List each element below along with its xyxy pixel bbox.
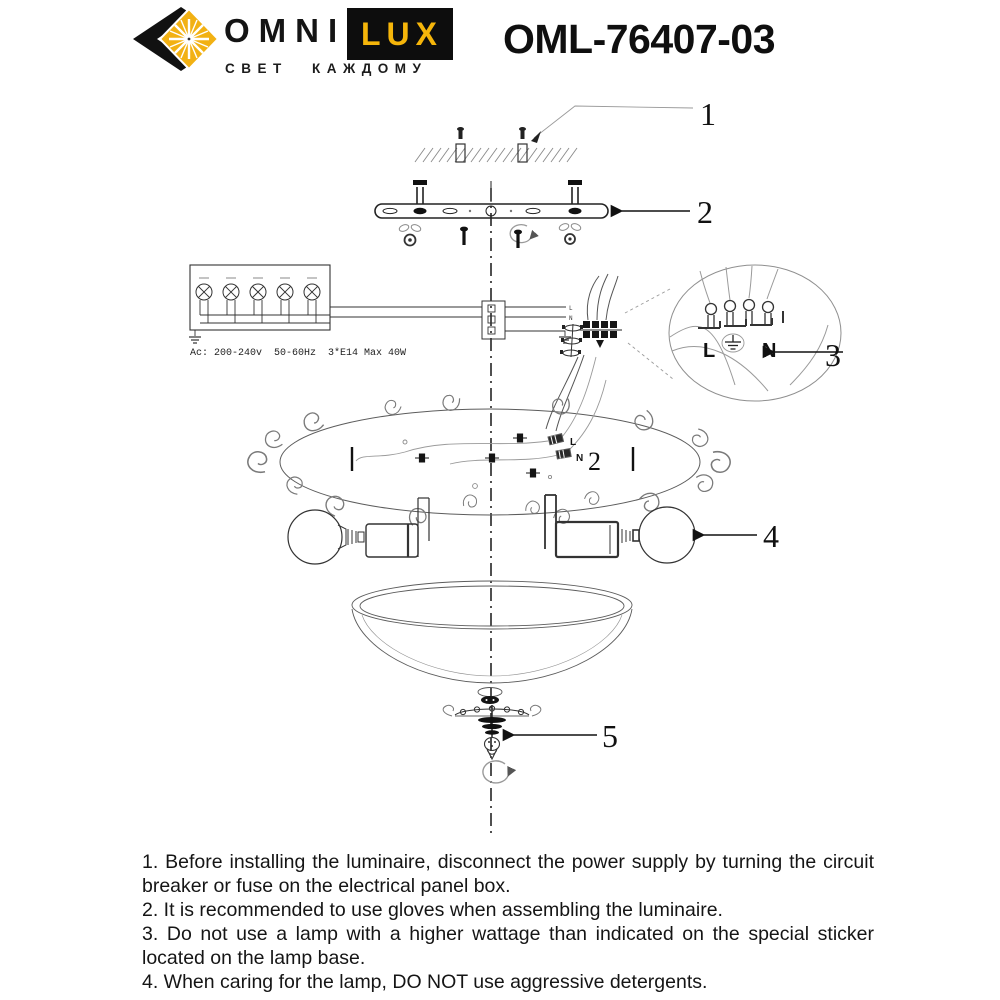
ceiling-plate bbox=[248, 357, 730, 527]
zoom-leader-lines bbox=[625, 289, 673, 379]
plate-screws bbox=[415, 434, 540, 477]
schematic-lamps bbox=[196, 284, 320, 300]
plate-connectors bbox=[548, 434, 571, 459]
wire-bundle bbox=[546, 274, 673, 431]
instruction-item-4: 4. When caring for the lamp, DO NOT use aggressive detergents. bbox=[142, 971, 708, 993]
plate-neutral-label: N bbox=[576, 453, 584, 464]
model-number-title: OML-76407-03 bbox=[503, 16, 776, 62]
part-label-4: 4 bbox=[763, 518, 779, 554]
instruction-item-2: 2. It is recommended to use gloves when assembling the luminaire. bbox=[142, 899, 723, 921]
ceiling-anchors bbox=[415, 106, 693, 162]
ground-symbol-left bbox=[189, 337, 201, 343]
bar-screw-right bbox=[568, 180, 582, 214]
bar-screw-left bbox=[413, 180, 427, 214]
plate-live-label: L bbox=[570, 437, 577, 448]
ceiling-hatching bbox=[415, 148, 577, 162]
plate-ref-label: 2 bbox=[588, 447, 601, 476]
wing-nut-right bbox=[558, 222, 582, 244]
assembly-diagram bbox=[0, 85, 1000, 848]
finial bbox=[443, 705, 597, 783]
socket-right bbox=[545, 495, 618, 557]
bundle-terminal-block bbox=[583, 321, 617, 348]
bulb-right bbox=[622, 507, 695, 563]
bundle-ring-stack bbox=[560, 324, 583, 357]
part-label-3: 3 bbox=[825, 337, 841, 373]
wing-nut-left bbox=[398, 223, 422, 245]
brand-omni-text: OMNI bbox=[224, 12, 347, 49]
wiring-detail-circle bbox=[669, 265, 843, 401]
instruction-item-1: 1. Before installing the luminaire, disconnect the power supply by turning the circuit breaker or fuse on the electrical panel box. bbox=[142, 851, 874, 897]
screw-down-center bbox=[514, 230, 522, 248]
detail-earth-symbol bbox=[722, 334, 744, 352]
instruction-item-3: 3. Do not use a lamp with a higher wattage than indicated on the special sticker located on the lamp base. bbox=[142, 923, 874, 969]
leader-line-1 bbox=[534, 106, 693, 138]
finial-bead bbox=[485, 738, 500, 760]
omnilux-logo-icon bbox=[128, 6, 224, 77]
detail-terminal-block bbox=[698, 300, 783, 329]
electrical-spec: Ac: 200-240v 50-60Hz 3*E14 Max 40W bbox=[190, 348, 407, 359]
brand-tagline: СВЕТ КАЖДОМУ bbox=[225, 61, 428, 76]
screw-down-left bbox=[460, 227, 468, 245]
part-label-1: 1 bbox=[700, 96, 716, 132]
logo-starburst-icon bbox=[169, 19, 209, 59]
instructions-list bbox=[142, 850, 874, 994]
schematic-neutral-label: N bbox=[569, 315, 573, 322]
rotation-arrow-finial bbox=[483, 761, 508, 783]
mounting-bar bbox=[375, 180, 690, 248]
anchor-left bbox=[456, 127, 465, 162]
part-label-2: 2 bbox=[697, 194, 713, 230]
part-label-5: 5 bbox=[602, 718, 618, 754]
glass-bowl bbox=[352, 581, 632, 704]
detail-live-label: L bbox=[703, 340, 716, 362]
wiring-schematic bbox=[189, 265, 573, 343]
schematic-live-label: L bbox=[569, 305, 573, 312]
brand-lux-badge: LUX bbox=[347, 8, 453, 60]
lamp-sockets bbox=[288, 495, 757, 564]
detail-neutral-label: N bbox=[762, 340, 777, 362]
bulb-left bbox=[288, 510, 364, 564]
leader-arrowhead-1 bbox=[531, 131, 541, 143]
